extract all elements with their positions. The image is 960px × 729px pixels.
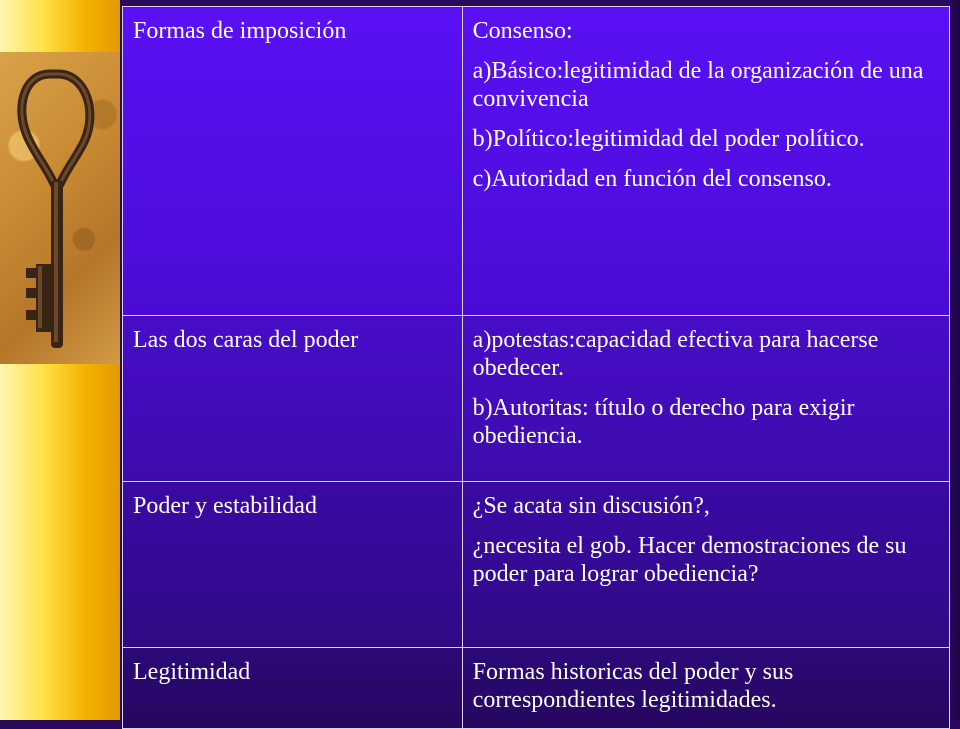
table-row <box>123 316 950 482</box>
row-label-cell <box>123 482 463 648</box>
row-paragraph: Consenso: <box>472 18 573 44</box>
content-table <box>122 6 950 729</box>
row-paragraph: b)Autoritas: título o derecho para exigir obediencia. <box>472 395 855 449</box>
row-content-cell <box>462 482 949 648</box>
row-label-cell <box>123 7 463 316</box>
row-content-cell <box>462 316 949 482</box>
row-label-cell <box>123 316 463 482</box>
row-label-cell <box>123 648 463 729</box>
row-paragraph: ¿necesita el gob. Hacer demostraciones de su poder para lograr obediencia? <box>472 533 907 587</box>
row-label: Legitimidad <box>133 659 251 685</box>
old-iron-key-icon <box>0 52 120 364</box>
row-paragraph: Formas historicas del poder y sus correspondientes legitimidades. <box>472 659 794 713</box>
row-paragraph: a)potestas:capacidad efectiva para hacerse obedecer. <box>472 327 879 381</box>
row-label: Las dos caras del poder <box>133 327 359 353</box>
row-content-cell <box>462 7 949 316</box>
row-content-cell <box>462 648 949 729</box>
table-row <box>123 7 950 316</box>
row-paragraph: c)Autoridad en función del consenso. <box>472 166 832 192</box>
row-label: Poder y estabilidad <box>133 493 317 519</box>
table-row <box>123 648 950 729</box>
right-edge <box>950 0 960 720</box>
row-label: Formas de imposición <box>133 18 347 44</box>
row-paragraph: a)Básico:legitimidad de la organización de una convivencia <box>472 58 924 112</box>
table-row <box>123 482 950 648</box>
row-paragraph: ¿Se acata sin discusión?, <box>472 493 710 519</box>
key-photo <box>0 52 120 364</box>
row-paragraph: b)Político:legitimidad del poder político. <box>472 126 865 152</box>
